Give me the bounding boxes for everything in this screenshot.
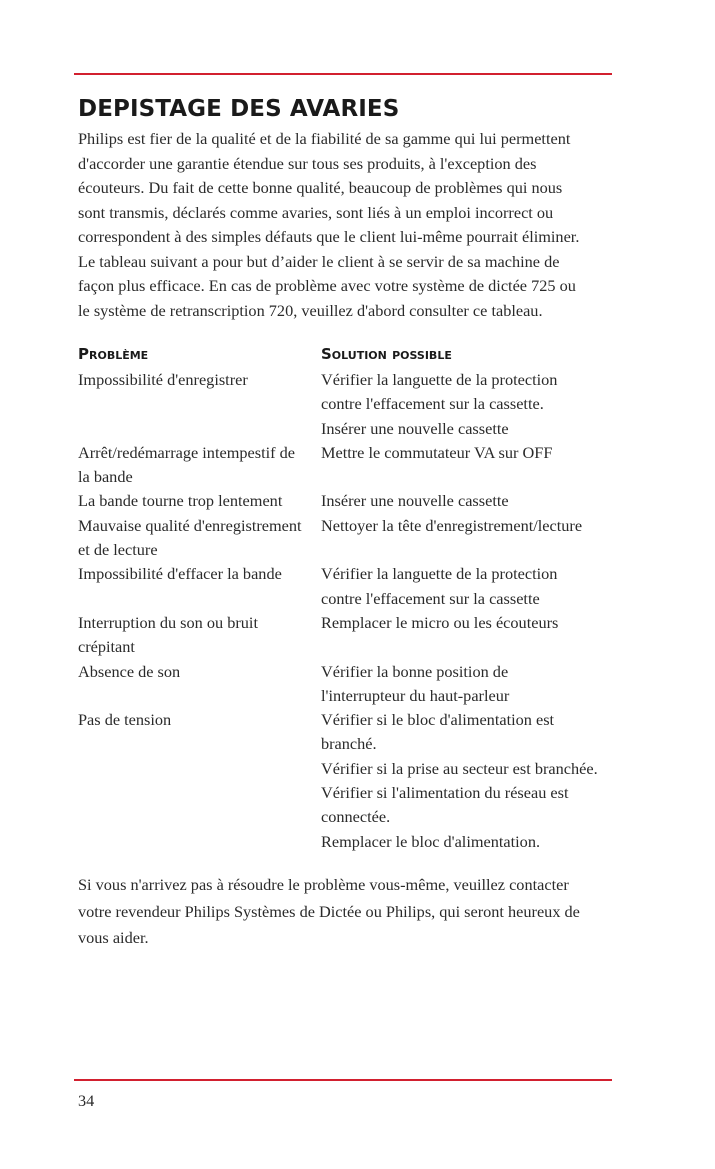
- problem-text: et de lecture: [78, 540, 158, 560]
- table-row: [78, 562, 638, 611]
- table-row: [78, 489, 638, 513]
- problem-cell: [78, 514, 321, 563]
- problem-text: La bande tourne trop lentement: [78, 491, 283, 511]
- problem-cell: [78, 611, 321, 660]
- solution-cell: [321, 441, 638, 490]
- closing-paragraph: [78, 872, 580, 952]
- troubleshooting-table: [78, 368, 638, 854]
- intro-line: Le tableau suivant a pour but d’aider le client à se servir de sa machine de: [78, 251, 560, 271]
- problem-cell: [78, 368, 321, 441]
- table-row: [78, 708, 638, 854]
- intro-paragraph: [78, 127, 579, 323]
- solution-text: contre l'effacement sur la cassette.: [321, 394, 544, 414]
- table-row: [78, 660, 638, 709]
- intro-line: le système de retranscription 720, veuillez d'abord consulter ce tableau.: [78, 300, 543, 320]
- intro-line: Philips est fier de la qualité et de la fiabilité de sa gamme qui lui permettent: [78, 129, 571, 148]
- closing-line: Si vous n'arrivez pas à résoudre le problème vous-même, veuillez contacter: [78, 875, 569, 894]
- problem-text: Arrêt/redémarrage intempestif de: [78, 442, 295, 462]
- solution-text: Vérifier si le bloc d'alimentation est: [321, 710, 555, 730]
- solution-cell: [321, 514, 638, 563]
- intro-line: écouteurs. Du fait de cette bonne qualité, beaucoup de problèmes qui nous: [78, 178, 563, 197]
- solution-text: connectée.: [321, 807, 391, 827]
- intro-line: d'accorder une garantie étendue sur tous ses produits, à l'exception des: [78, 153, 537, 173]
- solution-cell: [321, 611, 638, 660]
- intro-line: sont transmis, déclarés comme avaries, sont liés à un emploi incorrect ou: [78, 202, 554, 222]
- solution-column-header: Solution possible: [321, 345, 452, 363]
- problem-cell: [78, 660, 321, 709]
- problem-text: la bande: [78, 467, 133, 487]
- problem-text: Impossibilité d'enregistrer: [78, 370, 248, 389]
- solution-text: Vérifier la languette de la protection: [321, 564, 558, 584]
- solution-text: l'interrupteur du haut-parleur: [321, 685, 510, 705]
- problem-column-header: Problème: [78, 345, 149, 363]
- page-title: DEPISTAGE DES AVARIES: [78, 96, 400, 122]
- closing-line: vous aider.: [78, 928, 149, 947]
- problem-cell: [78, 708, 321, 854]
- problem-text: Impossibilité d'effacer la bande: [78, 564, 282, 584]
- top-red-rule: [74, 73, 612, 75]
- closing-line: votre revendeur Philips Systèmes de Dictée ou Philips, qui seront heureux de: [78, 901, 580, 921]
- solution-text: contre l'effacement sur la cassette: [321, 588, 540, 608]
- solution-cell: [321, 562, 638, 611]
- solution-text: Remplacer le bloc d'alimentation.: [321, 831, 541, 851]
- solution-text: Insérer une nouvelle cassette: [321, 418, 509, 438]
- solution-text: Insérer une nouvelle cassette: [321, 491, 509, 511]
- solution-cell: [321, 660, 638, 709]
- solution-text: Remplacer le micro ou les écouteurs: [321, 612, 559, 632]
- solution-text: Vérifier si la prise au secteur est branchée.: [321, 758, 598, 778]
- problem-text: Interruption du son ou bruit: [78, 612, 258, 632]
- problem-cell: [78, 489, 321, 513]
- table-row: [78, 514, 638, 563]
- problem-cell: [78, 441, 321, 490]
- solution-text: Mettre le commutateur VA sur OFF: [321, 442, 553, 462]
- solution-cell: [321, 708, 638, 854]
- solution-text: Vérifier la languette de la protection: [321, 370, 558, 389]
- problem-text: Pas de tension: [78, 710, 172, 730]
- problem-text: Mauvaise qualité d'enregistrement: [78, 515, 302, 535]
- solution-text: Vérifier la bonne position de: [321, 661, 509, 681]
- intro-line: correspondent à des simples défauts que le client lui-même pourrait éliminer.: [78, 227, 580, 246]
- solution-cell: [321, 368, 638, 441]
- problem-text: Absence de son: [78, 661, 181, 681]
- solution-cell: [321, 489, 638, 513]
- table-row: [78, 368, 638, 441]
- table-row: [78, 611, 638, 660]
- problem-cell: [78, 562, 321, 611]
- page-number: 34: [78, 1091, 95, 1110]
- intro-line: façon plus efficace. En cas de problème avec votre système de dictée 725 ou: [78, 276, 576, 295]
- solution-text: branché.: [321, 734, 377, 754]
- solution-text: Nettoyer la tête d'enregistrement/lecture: [321, 515, 583, 535]
- solution-text: Vérifier si l'alimentation du réseau est: [321, 783, 569, 803]
- table-row: [78, 441, 638, 490]
- bottom-red-rule: [74, 1079, 612, 1081]
- problem-text: crépitant: [78, 637, 135, 657]
